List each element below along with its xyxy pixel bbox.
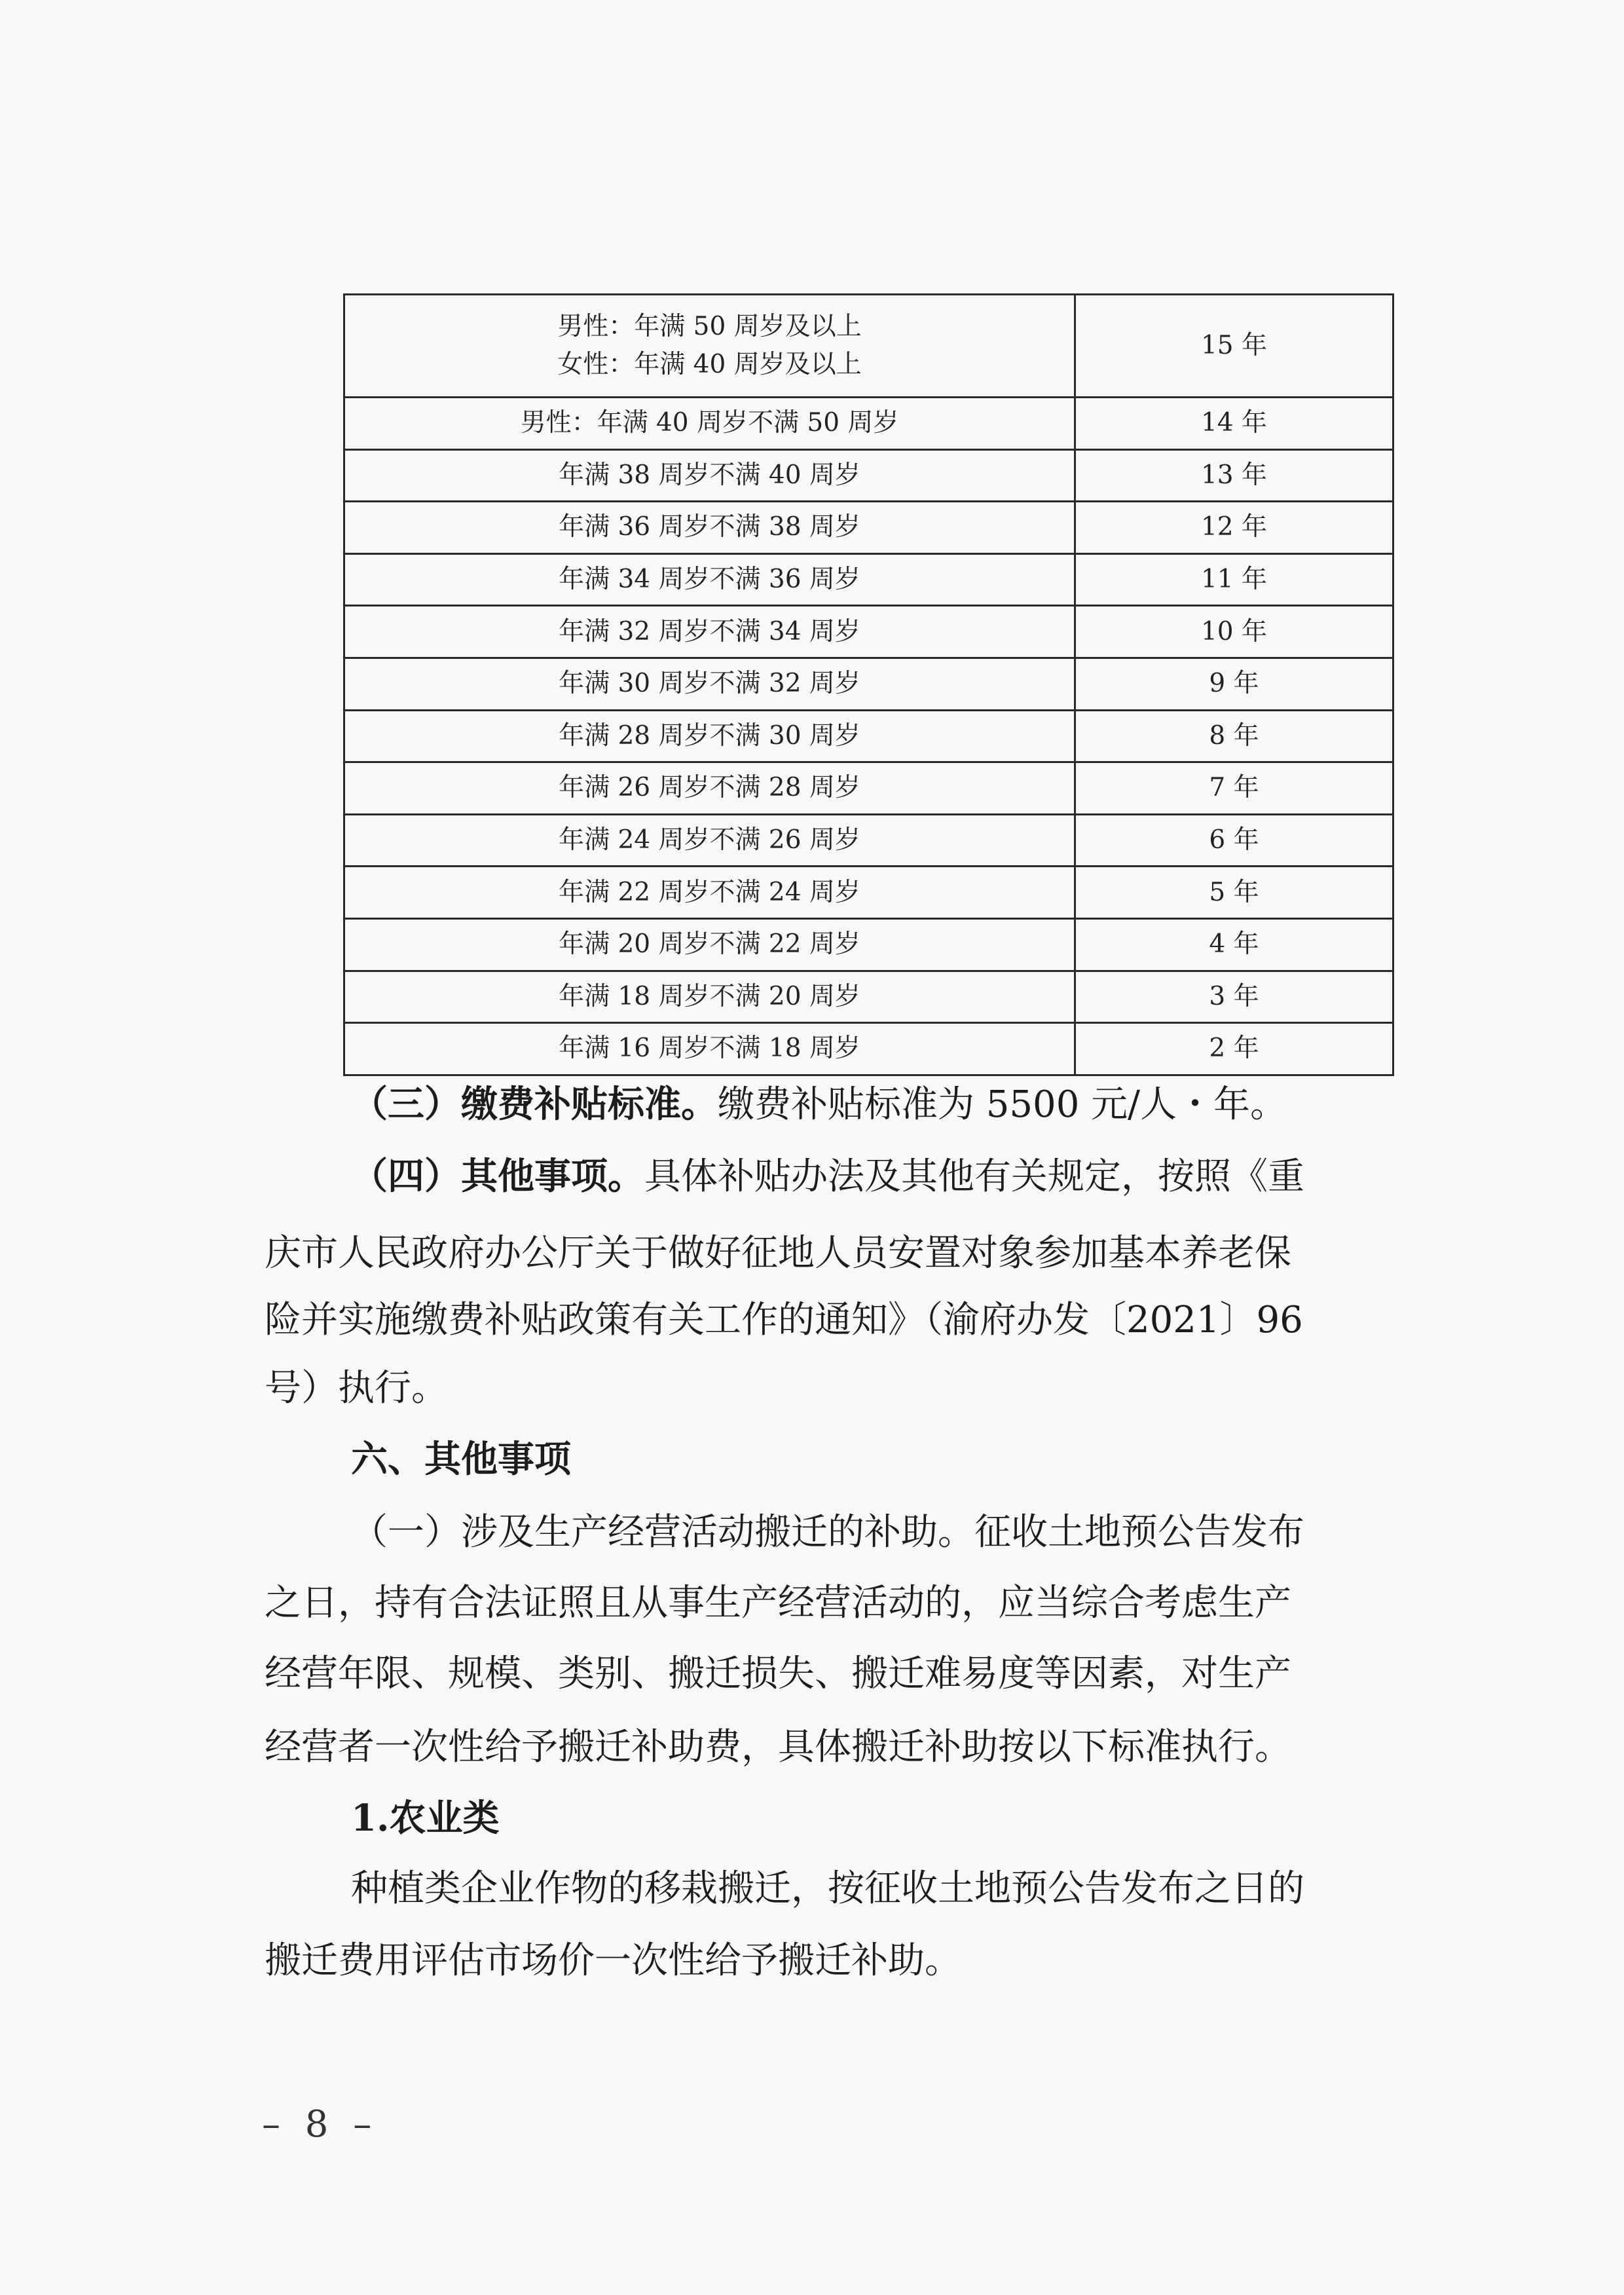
section-6-p1-line-3: 经营年限、规模、类别、搬迁损失、搬迁难易度等因素，对生产 xyxy=(265,1652,1291,1695)
section-6-p1-line-4: 经营者一次性给予搬迁补助费，具体搬迁补助按以下标准执行。 xyxy=(265,1726,1291,1768)
subsidy-years-cell: 12 年 xyxy=(1075,502,1393,554)
table-body xyxy=(344,295,1393,1075)
section-3-heading: （三）缴费补贴标准。 xyxy=(351,1083,718,1126)
age-range-cell xyxy=(344,867,1075,919)
age-range-text: 年满 38 周岁不满 40 周岁 xyxy=(559,460,860,490)
subsidy-years-cell: 7 年 xyxy=(1075,762,1393,815)
age-range-cell xyxy=(344,762,1075,815)
table-row xyxy=(344,918,1393,971)
age-range-cell xyxy=(344,918,1075,971)
age-range-text: 年满 24 周岁不满 26 周岁 xyxy=(559,825,860,855)
table-row xyxy=(344,449,1393,502)
age-range-text: 年满 16 周岁不满 18 周岁 xyxy=(559,1034,860,1064)
age-range-text: 年满 34 周岁不满 36 周岁 xyxy=(559,565,860,595)
section-6-p1-line-1: （一）涉及生产经营活动搬迁的补助。征收土地预公告发布 xyxy=(351,1511,1304,1554)
table-row xyxy=(344,814,1393,867)
age-range-text: 年满 32 周岁不满 34 周岁 xyxy=(559,616,860,646)
age-range-text: 女性：年满 40 周岁及以上 xyxy=(557,350,862,379)
age-range-cell xyxy=(344,710,1075,762)
table-row xyxy=(344,658,1393,710)
table-row xyxy=(344,398,1393,450)
section-3-text: 缴费补贴标准为 5500 元/人・年。 xyxy=(718,1083,1287,1126)
age-range-cell xyxy=(344,606,1075,658)
age-range-cell xyxy=(344,658,1075,710)
table-row xyxy=(344,553,1393,606)
age-range-text: 年满 26 周岁不满 28 周岁 xyxy=(559,773,860,803)
subsidy-years-cell: 9 年 xyxy=(1075,658,1393,710)
age-range-cell xyxy=(344,449,1075,502)
subsidy-years-cell: 11 年 xyxy=(1075,553,1393,606)
age-range-cell xyxy=(344,398,1075,450)
section-4-line-1 xyxy=(265,1144,1556,1210)
subsidy-years-cell: 13 年 xyxy=(1075,449,1393,502)
subsidy-years-cell: 5 年 xyxy=(1075,867,1393,919)
section-4-line-3: 险并实施缴费补贴政策有关工作的通知》（渝府办发〔2021〕96 xyxy=(265,1299,1303,1341)
age-range-text: 男性：年满 50 周岁及以上 xyxy=(557,312,862,341)
age-range-cell xyxy=(344,971,1075,1023)
subsidy-years-cell: 4 年 xyxy=(1075,918,1393,971)
table-row xyxy=(344,867,1393,919)
age-range-cell xyxy=(344,295,1075,398)
table-row xyxy=(344,295,1393,398)
table-row xyxy=(344,502,1393,554)
section-4-line-4: 号）执行。 xyxy=(265,1367,448,1409)
agriculture-line-1: 种植类企业作物的移栽搬迁，按征收土地预公告发布之日的 xyxy=(351,1867,1304,1910)
page-number: – 8 – xyxy=(262,2103,378,2146)
table-row xyxy=(344,971,1393,1023)
age-range-text: 男性：年满 40 周岁不满 50 周岁 xyxy=(520,408,899,438)
subsidy-years-cell: 10 年 xyxy=(1075,606,1393,658)
subsidy-years-cell: 15 年 xyxy=(1075,295,1393,398)
section-3-paragraph xyxy=(265,1072,1556,1138)
subsidy-years-cell: 8 年 xyxy=(1075,710,1393,762)
section-6-title: 六、其他事项 xyxy=(351,1438,571,1481)
subsidy-years-cell: 6 年 xyxy=(1075,814,1393,867)
age-range-text: 年满 28 周岁不满 30 周岁 xyxy=(559,720,860,751)
agriculture-line-2: 搬迁费用评估市场价一次性给予搬迁补助。 xyxy=(265,1939,961,1982)
table-row xyxy=(344,606,1393,658)
age-range-text: 年满 18 周岁不满 20 周岁 xyxy=(559,981,860,1011)
table-row xyxy=(344,710,1393,762)
subsidy-years-cell: 14 年 xyxy=(1075,398,1393,450)
section-6-p1-line-2: 之日，持有合法证照且从事生产经营活动的，应当综合考虑生产 xyxy=(265,1582,1291,1624)
subsidy-years-cell: 3 年 xyxy=(1075,971,1393,1023)
age-range-text: 年满 22 周岁不满 24 周岁 xyxy=(559,877,860,907)
subsidy-years-table xyxy=(343,293,1394,1076)
section-4-heading: （四）其他事项。 xyxy=(351,1155,644,1198)
table-row xyxy=(344,762,1393,815)
table-row xyxy=(344,1023,1393,1075)
subsidy-years-cell: 2 年 xyxy=(1075,1023,1393,1075)
age-range-cell xyxy=(344,814,1075,867)
age-range-text: 年满 20 周岁不满 22 周岁 xyxy=(559,929,860,960)
section-4-line-1-text: 具体补贴办法及其他有关规定，按照《重 xyxy=(644,1155,1304,1198)
age-range-text: 年满 30 周岁不满 32 周岁 xyxy=(559,669,860,699)
age-range-text: 年满 36 周岁不满 38 周岁 xyxy=(559,512,860,542)
age-range-cell xyxy=(344,502,1075,554)
age-range-cell xyxy=(344,1023,1075,1075)
age-range-cell xyxy=(344,553,1075,606)
subsection-agriculture-title: 1.农业类 xyxy=(351,1797,500,1840)
section-4-line-2: 庆市人民政府办公厅关于做好征地人员安置对象参加基本养老保 xyxy=(265,1232,1291,1275)
